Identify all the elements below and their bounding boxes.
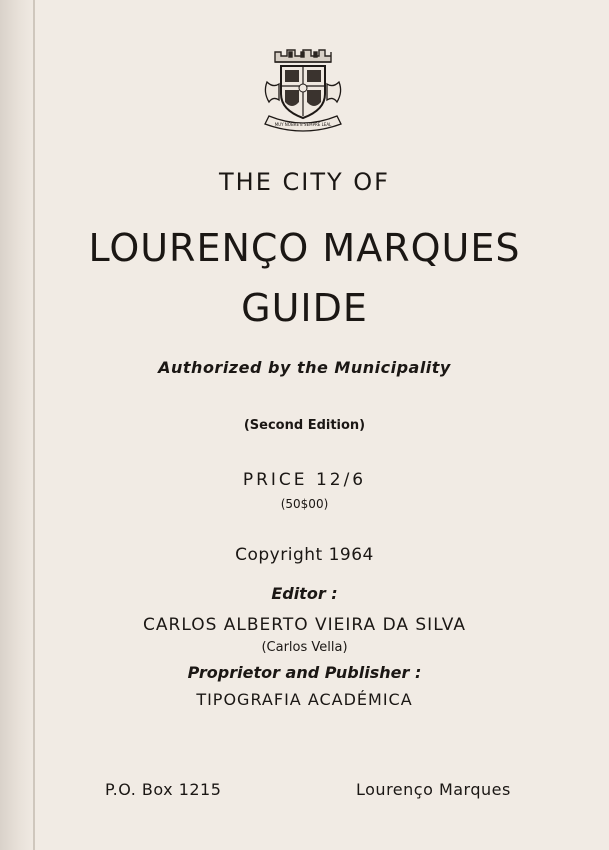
title-line-lourenco-marques: LOURENÇO MARQUES [88, 226, 521, 270]
price-escudos: (50$00) [280, 497, 329, 511]
edition-label: (Second Edition) [243, 418, 366, 433]
footer-city: Lourenço Marques [356, 780, 511, 799]
svg-text:MUY NOBRE E SEMPRE LEAL: MUY NOBRE E SEMPRE LEAL [274, 122, 332, 127]
title-line-city-of: THE CITY OF [219, 168, 390, 196]
editor-alias: (Carlos Vella) [261, 640, 348, 655]
copyright-line: Copyright 1964 [235, 545, 374, 565]
publisher-heading: Proprietor and Publisher : [187, 663, 422, 682]
title-line-guide: GUIDE [241, 286, 368, 330]
editor-name: CARLOS ALBERTO VIEIRA DA SILVA [143, 615, 466, 635]
po-box: P.O. Box 1215 [105, 780, 222, 799]
authorization-note: Authorized by the Municipality [158, 358, 451, 377]
publisher-name: TIPOGRAFIA ACADÉMICA [196, 690, 413, 709]
city-coat-of-arms-icon [259, 44, 347, 132]
editor-heading: Editor : [271, 584, 338, 603]
price-label: PRICE 12/6 [242, 470, 367, 490]
